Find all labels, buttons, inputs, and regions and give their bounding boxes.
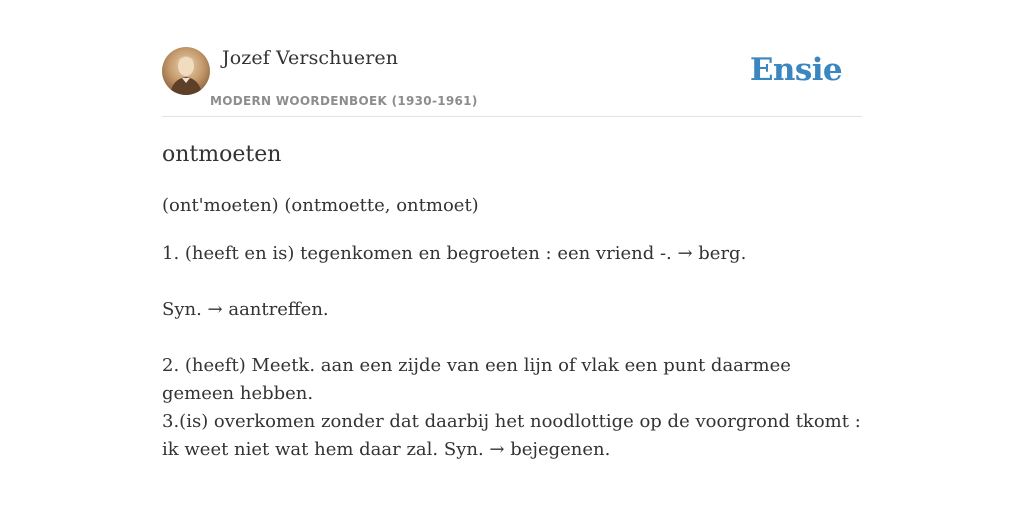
paragraph-gap — [162, 268, 862, 296]
portrait-icon — [162, 47, 210, 95]
ensie-logo[interactable]: Ensie — [749, 52, 842, 88]
definition-line-1: 1. (heeft en is) tegenkomen en begroeten : een vriend -. → berg. — [162, 243, 747, 264]
headword: ontmoeten — [162, 142, 282, 167]
entry-card — [162, 0, 862, 512]
synonym-line: Syn. → aantreffen. — [162, 299, 329, 320]
entry-header — [162, 0, 862, 117]
definition-body — [162, 240, 862, 464]
grammar-info: (ont'moeten) (ontmoette, ontmoet) — [162, 195, 479, 216]
paragraph-gap — [162, 324, 862, 352]
author-avatar[interactable] — [162, 47, 210, 95]
source-label: MODERN WOORDENBOEK (1930-1961) — [210, 94, 478, 108]
definition-line-3: 3.(is) overkomen zonder dat daarbij het noodlottige op de voorgrond tkomt : ik weet niet wat hem daar zal. Syn. → bejegenen. — [162, 411, 861, 460]
definition-line-2: 2. (heeft) Meetk. aan een zijde van een lijn of vlak een punt daarmee gemeen hebben. — [162, 355, 791, 404]
author-name[interactable]: Jozef Verschueren — [222, 47, 399, 69]
